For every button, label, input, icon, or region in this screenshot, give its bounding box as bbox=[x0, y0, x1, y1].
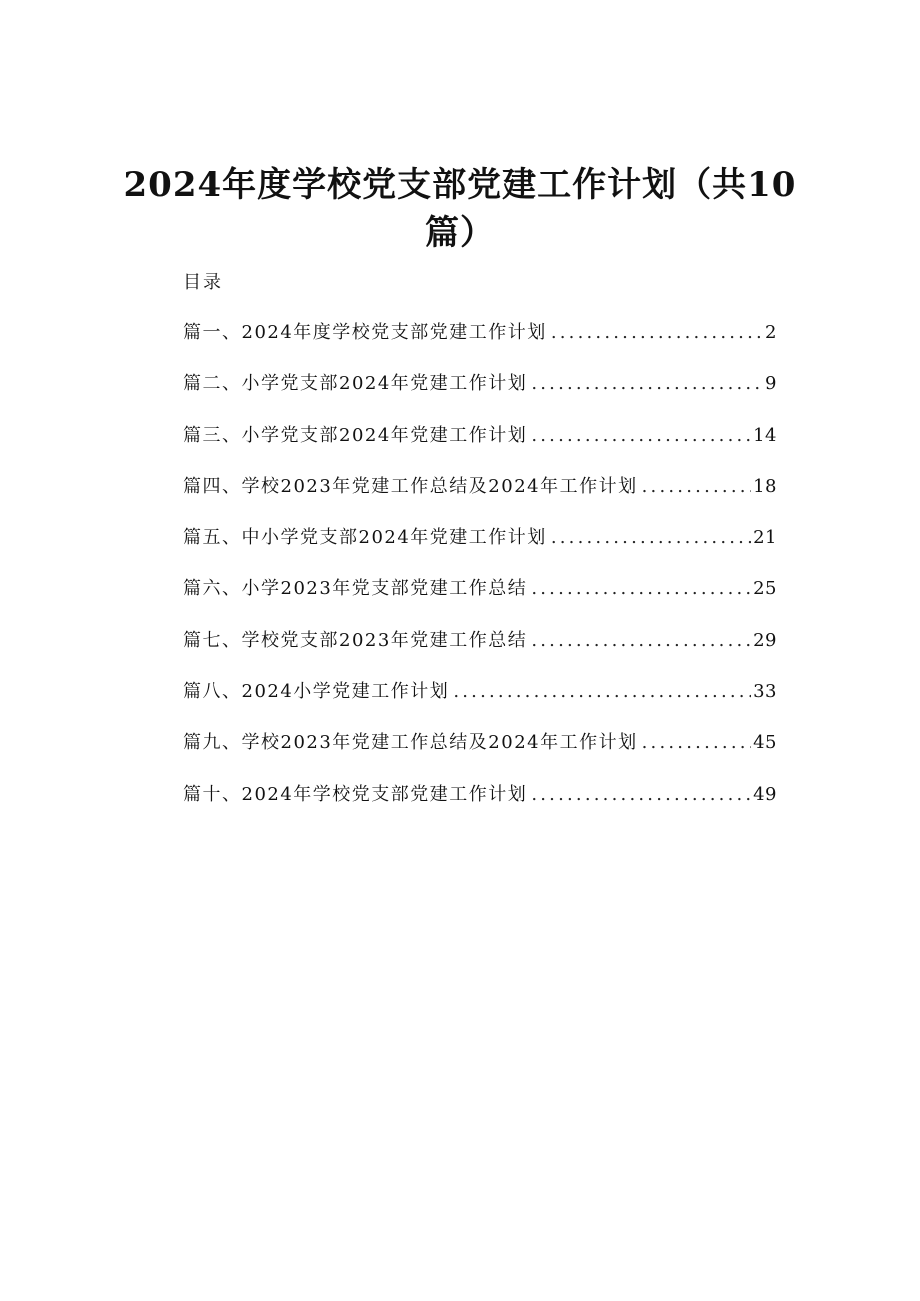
toc-entry[interactable] bbox=[183, 320, 777, 371]
toc-entry-title: 篇四、学校2023年党建工作总结及2024年工作计划 bbox=[183, 475, 638, 497]
toc-entry[interactable] bbox=[183, 628, 777, 679]
toc-dot-leader bbox=[531, 782, 751, 808]
toc-page-number: 25 bbox=[753, 578, 777, 600]
toc-page-number: 9 bbox=[765, 373, 777, 395]
toc-entry[interactable] bbox=[183, 423, 777, 474]
toc-dot-leader bbox=[531, 371, 763, 397]
toc-dot-leader bbox=[531, 423, 751, 449]
toc-page-number: 33 bbox=[753, 681, 777, 703]
toc-entry[interactable] bbox=[183, 730, 777, 781]
toc-entry[interactable] bbox=[183, 474, 777, 525]
toc-entry-title: 篇五、中小学党支部2024年党建工作计划 bbox=[183, 527, 547, 549]
toc-entry-title: 篇二、小学党支部2024年党建工作计划 bbox=[183, 373, 528, 395]
toc-page-number: 29 bbox=[753, 629, 777, 651]
document-title: 2024年度学校党支部党建工作计划（共10篇） bbox=[123, 164, 797, 253]
toc-entry[interactable] bbox=[183, 782, 777, 833]
toc-entry-title: 篇七、学校党支部2023年党建工作总结 bbox=[183, 629, 528, 651]
toc-entry-title: 篇一、2024年度学校党支部党建工作计划 bbox=[183, 322, 547, 343]
toc-page-number: 14 bbox=[753, 424, 777, 446]
toc-entry-title: 篇三、小学党支部2024年党建工作计划 bbox=[183, 424, 528, 446]
toc-dot-leader bbox=[642, 474, 751, 500]
toc-entry[interactable] bbox=[183, 576, 777, 627]
toc-heading: 目录 bbox=[183, 272, 223, 293]
toc-page-number: 21 bbox=[753, 527, 777, 549]
toc-entry-title: 篇九、学校2023年党建工作总结及2024年工作计划 bbox=[183, 732, 638, 754]
toc-entry[interactable] bbox=[183, 525, 777, 576]
toc-page-number: 2 bbox=[765, 322, 777, 343]
table-of-contents bbox=[183, 320, 777, 833]
toc-dot-leader bbox=[531, 628, 751, 654]
toc-dot-leader bbox=[551, 320, 763, 346]
toc-entry-title: 篇八、2024小学党建工作计划 bbox=[183, 681, 450, 703]
toc-page-number: 18 bbox=[753, 475, 777, 497]
toc-page-number: 49 bbox=[753, 783, 777, 805]
toc-dot-leader bbox=[551, 525, 751, 551]
toc-dot-leader bbox=[642, 730, 751, 756]
toc-page-number: 45 bbox=[753, 732, 777, 754]
toc-dot-leader bbox=[531, 576, 751, 602]
toc-entry[interactable] bbox=[183, 371, 777, 422]
toc-entry-title: 篇十、2024年学校党支部党建工作计划 bbox=[183, 783, 528, 805]
toc-dot-leader bbox=[453, 679, 751, 705]
toc-entry-title: 篇六、小学2023年党支部党建工作总结 bbox=[183, 578, 528, 600]
toc-entry[interactable] bbox=[183, 679, 777, 730]
